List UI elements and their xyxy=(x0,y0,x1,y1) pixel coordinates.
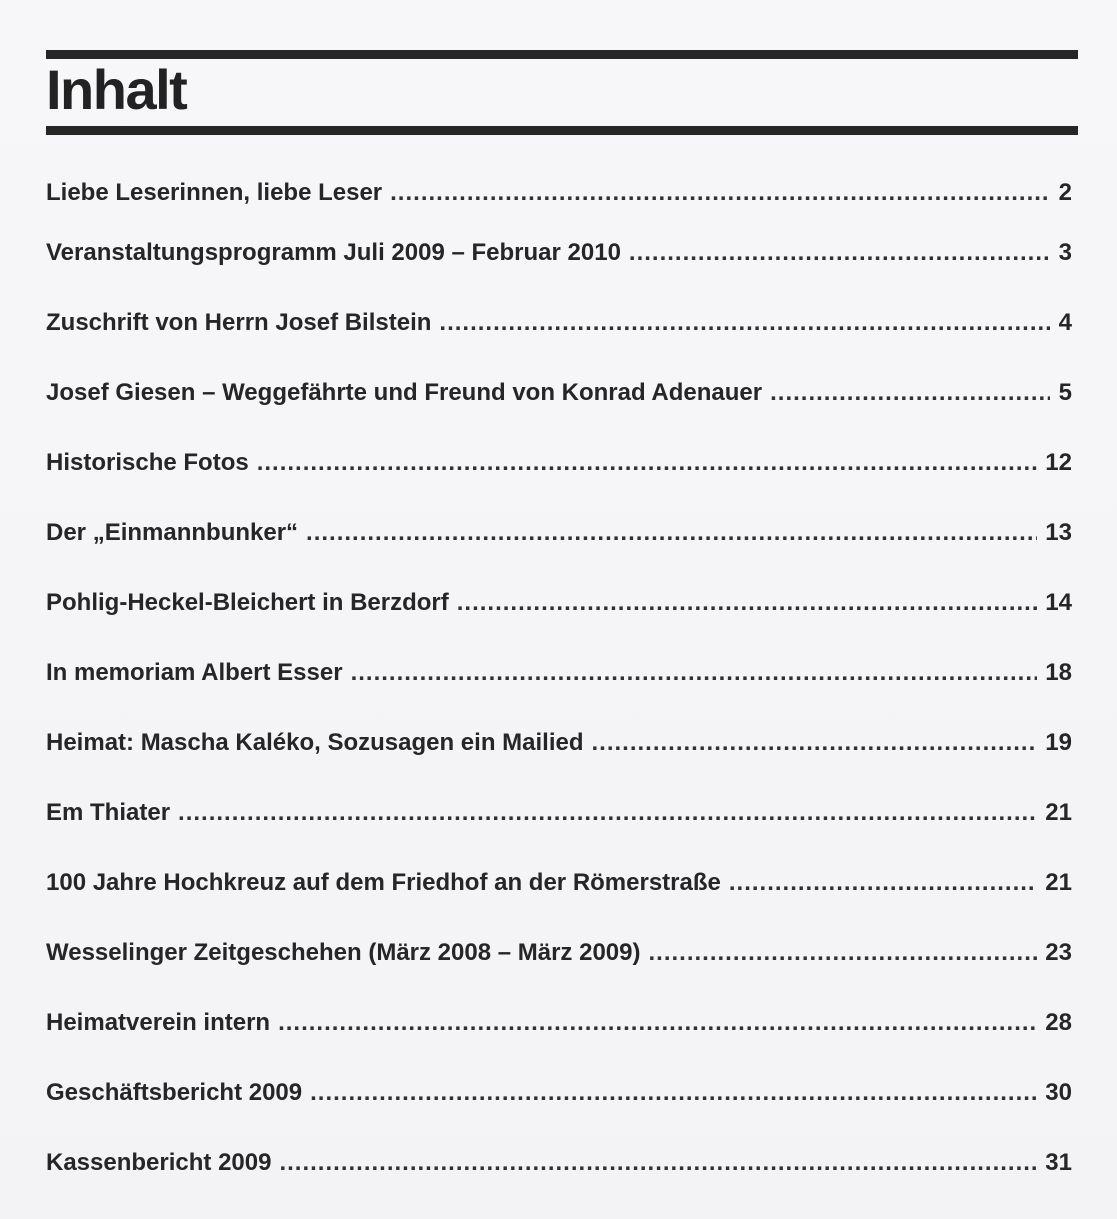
toc-entry-page: 28 xyxy=(1045,1009,1072,1036)
toc-entry-title: Zuschrift von Herrn Josef Bilstein xyxy=(46,309,432,336)
toc-entry xyxy=(46,298,1072,338)
toc-entry-title: Veranstaltungsprogramm Juli 2009 – Februar 2010 xyxy=(46,239,621,266)
dot-leader xyxy=(770,378,1050,408)
toc-entry-page: 14 xyxy=(1045,589,1072,616)
toc-entry-page: 5 xyxy=(1058,379,1072,406)
toc-entry-page: 18 xyxy=(1045,659,1072,686)
dot-leader xyxy=(306,518,1037,548)
dot-leader xyxy=(648,938,1037,968)
toc-entry-title: Heimat: Mascha Kaléko, Sozusagen ein Mailied xyxy=(46,729,584,756)
toc-entry-title: Pohlig-Heckel-Bleichert in Berzdorf xyxy=(46,589,449,616)
toc-entry-title: Kassenbericht 2009 xyxy=(46,1149,272,1176)
toc-entry-page: 21 xyxy=(1045,799,1072,826)
toc-entry xyxy=(46,1068,1072,1108)
dot-leader xyxy=(257,448,1038,478)
toc-entry-page: 12 xyxy=(1045,449,1072,476)
toc-entry-page: 21 xyxy=(1045,869,1072,896)
toc-entry-page: 19 xyxy=(1045,729,1072,756)
toc-entry-title: Der „Einmannbunker“ xyxy=(46,519,299,546)
toc-entry xyxy=(46,788,1072,828)
toc-entry-title: Historische Fotos xyxy=(46,449,249,476)
dot-leader xyxy=(439,308,1050,338)
dot-leader xyxy=(629,238,1050,268)
toc-entry xyxy=(46,578,1072,618)
dot-leader xyxy=(178,798,1037,828)
toc-entry xyxy=(46,228,1072,268)
dot-leader xyxy=(278,1008,1037,1038)
toc-entry-page: 30 xyxy=(1045,1079,1072,1106)
toc-entry-title: Heimatverein intern xyxy=(46,1009,271,1036)
toc-entry-page: 23 xyxy=(1045,939,1072,966)
toc-entry xyxy=(46,858,1072,898)
toc-entry xyxy=(46,928,1072,968)
toc-entry xyxy=(46,508,1072,548)
toc-entry xyxy=(46,1138,1072,1178)
toc-entry-title: Geschäftsbericht 2009 xyxy=(46,1079,303,1106)
dot-leader xyxy=(279,1148,1037,1178)
toc-entry-page: 2 xyxy=(1058,179,1072,206)
dot-leader xyxy=(457,588,1038,618)
toc-entry-title: In memoriam Albert Esser xyxy=(46,659,343,686)
toc-entry xyxy=(46,438,1072,478)
top-rule xyxy=(46,50,1078,59)
page-title: Inhalt xyxy=(46,58,187,121)
dot-leader xyxy=(390,178,1050,208)
dot-leader xyxy=(592,728,1038,758)
toc-entry-page: 13 xyxy=(1045,519,1072,546)
toc-entry xyxy=(46,368,1072,408)
toc-entry xyxy=(46,168,1072,208)
toc-entry-page: 3 xyxy=(1058,239,1072,266)
toc-entry xyxy=(46,998,1072,1038)
toc-entry-page: 31 xyxy=(1045,1149,1072,1176)
toc-entry-title: Josef Giesen – Weggefährte und Freund von Konrad Adenauer xyxy=(46,379,763,406)
toc-entry-title: Liebe Leserinnen, liebe Leser xyxy=(46,179,383,206)
dot-leader xyxy=(310,1078,1037,1108)
toc-entry-title: Wesselinger Zeitgeschehen (März 2008 – März 2009) xyxy=(46,939,641,966)
toc-entry-title: Em Thiater xyxy=(46,799,171,826)
toc-entry-page: 4 xyxy=(1058,309,1072,336)
title-underline-rule xyxy=(46,126,1078,135)
toc-entry-title: 100 Jahre Hochkreuz auf dem Friedhof an der Römerstraße xyxy=(46,869,721,896)
dot-leader xyxy=(351,658,1038,688)
toc-entry xyxy=(46,648,1072,688)
dot-leader xyxy=(729,868,1037,898)
toc-entry xyxy=(46,718,1072,758)
